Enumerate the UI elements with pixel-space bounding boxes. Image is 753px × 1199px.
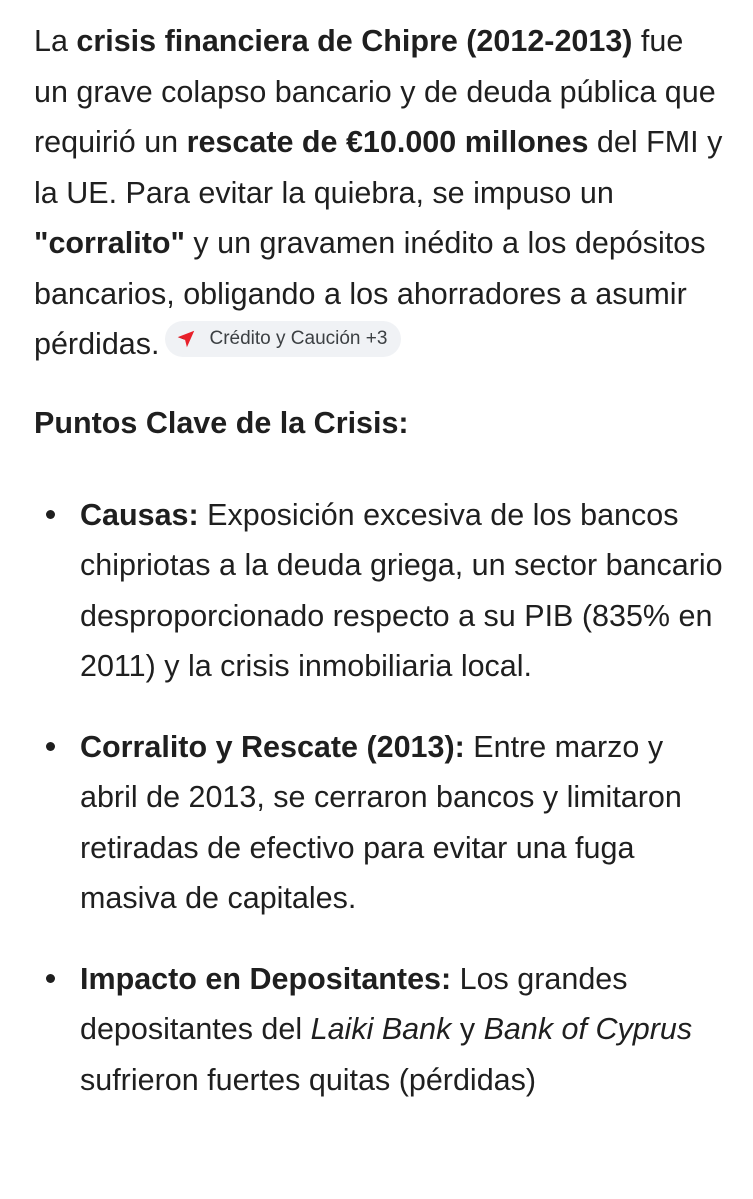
- source-chip[interactable]: [165, 321, 401, 357]
- bullet-icon: [46, 510, 55, 519]
- intro-text-1: La: [34, 24, 77, 58]
- intro-text-4: y un gravamen inédito a los depósitos bancarios, obligando a los ahorradores a asumir pérdidas.: [34, 226, 706, 361]
- intro-paragraph: [34, 16, 724, 370]
- list-item-impacto: [34, 954, 724, 1106]
- point-label: Causas:: [80, 497, 199, 532]
- credito-y-caucion-logo-icon: [175, 328, 197, 350]
- bank-name-laiki: Laiki Bank: [310, 1012, 452, 1046]
- point-label: Corralito y Rescate (2013):: [80, 729, 465, 764]
- section-title: Puntos Clave de la Crisis:: [34, 405, 409, 440]
- intro-text-3: del FMI y la UE. Para evitar la quiebra, se impuso un: [34, 125, 723, 210]
- intro-text-2: fue un grave colapso bancario y de deuda pública que requirió un: [34, 24, 716, 159]
- point-text-b: y: [451, 1012, 484, 1046]
- intro-bold-corralito: "corralito": [34, 226, 185, 260]
- point-label: Impacto en Depositantes:: [80, 961, 452, 996]
- point-text-a: Los grandes depositantes del: [80, 961, 628, 1046]
- point-text: Entre marzo y abril de 2013, se cerraron bancos y limitaron retiradas de efectivo para evitar una fuga masiva de capitales.: [80, 729, 682, 915]
- point-text-c: sufrieron fuertes quitas (pérdidas): [80, 1062, 537, 1097]
- list-item-causas: [34, 490, 724, 692]
- bullet-icon: [46, 974, 55, 983]
- bullet-icon: [46, 742, 55, 751]
- key-points-list: [34, 490, 724, 1106]
- list-item-corralito: [34, 722, 724, 924]
- bank-name-cyprus: Bank of Cyprus: [483, 1012, 693, 1046]
- point-text: Exposición excesiva de los bancos chipriotas a la deuda griega, un sector bancario desproporcionado respecto a su PIB (835% en 2011) y la crisis inmobiliaria local.: [80, 497, 723, 683]
- intro-bold-rescue: rescate de €10.000 millones: [186, 125, 589, 159]
- response-content: [34, 16, 724, 1135]
- intro-bold-crisis: crisis financiera de Chipre (2012-2013): [76, 24, 633, 58]
- source-chip-label: Crédito y Caución +3: [209, 328, 388, 349]
